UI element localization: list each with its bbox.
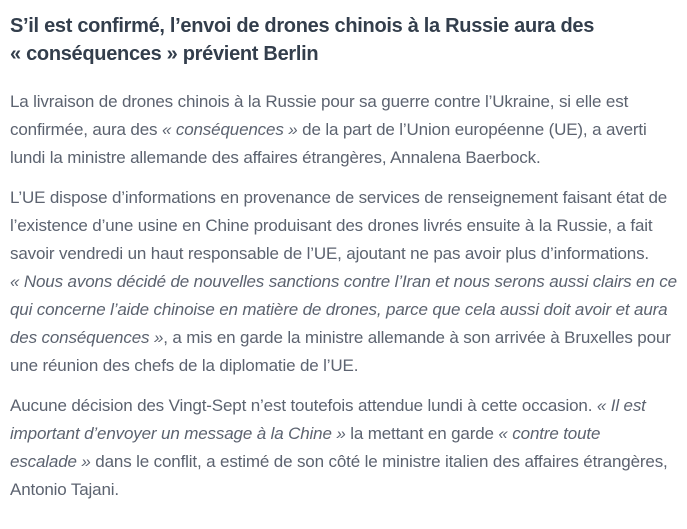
article-title-line-2: « conséquences » prévient Berlin (10, 43, 319, 65)
paragraph-text: dans le conflit, a estimé de son côté le ministre italien des affaires étrangères, Antonio Tajani. (10, 452, 668, 499)
article-title-line-1: S’il est confirmé, l’envoi de drones chinois à la Russie aura des (10, 15, 595, 37)
article-paragraph-1 (10, 88, 677, 172)
article-paragraph-2 (10, 184, 677, 380)
paragraph-text: L’UE dispose d’informations en provenance de services de renseignement faisant état de l’existence d’une usine en Chine produisant des drones livrés ensuite à la Russie, a fait savoir vendredi un haut responsable de l’UE, ajoutant ne pas avoir plus d’informations. (10, 188, 668, 263)
quote-text: « contre toute escalade » (10, 424, 601, 471)
paragraph-text: la mettant en garde (345, 424, 499, 443)
quote-text: « Il est important d’envoyer un message à la Chine » (10, 396, 646, 443)
paragraph-text: La livraison de drones chinois à la Russie pour sa guerre contre l’Ukraine, si elle est confirmée, aura des (10, 92, 629, 139)
article-title (10, 12, 677, 68)
quote-text: « Nous avons décidé de nouvelles sanctions contre l’Iran et nous serons aussi clairs en ce qui concerne l’aide chinoise en matière de drones, parce que cela aussi doit avoir et aura des conséquences » (10, 272, 677, 347)
paragraph-text: , a mis en garde la ministre allemande à son arrivée à Bruxelles pour une réunion des chefs de la diplomatie de l’UE. (10, 328, 671, 375)
paragraph-text: de la part de l’Union européenne (UE), a averti lundi la ministre allemande des affaires étrangères, Annalena Baerbock. (10, 120, 647, 167)
quote-text: « conséquences » (161, 120, 298, 139)
article-paragraph-3 (10, 392, 677, 504)
paragraph-text: Aucune décision des Vingt-Sept n’est toutefois attendue lundi à cette occasion. (10, 396, 597, 415)
